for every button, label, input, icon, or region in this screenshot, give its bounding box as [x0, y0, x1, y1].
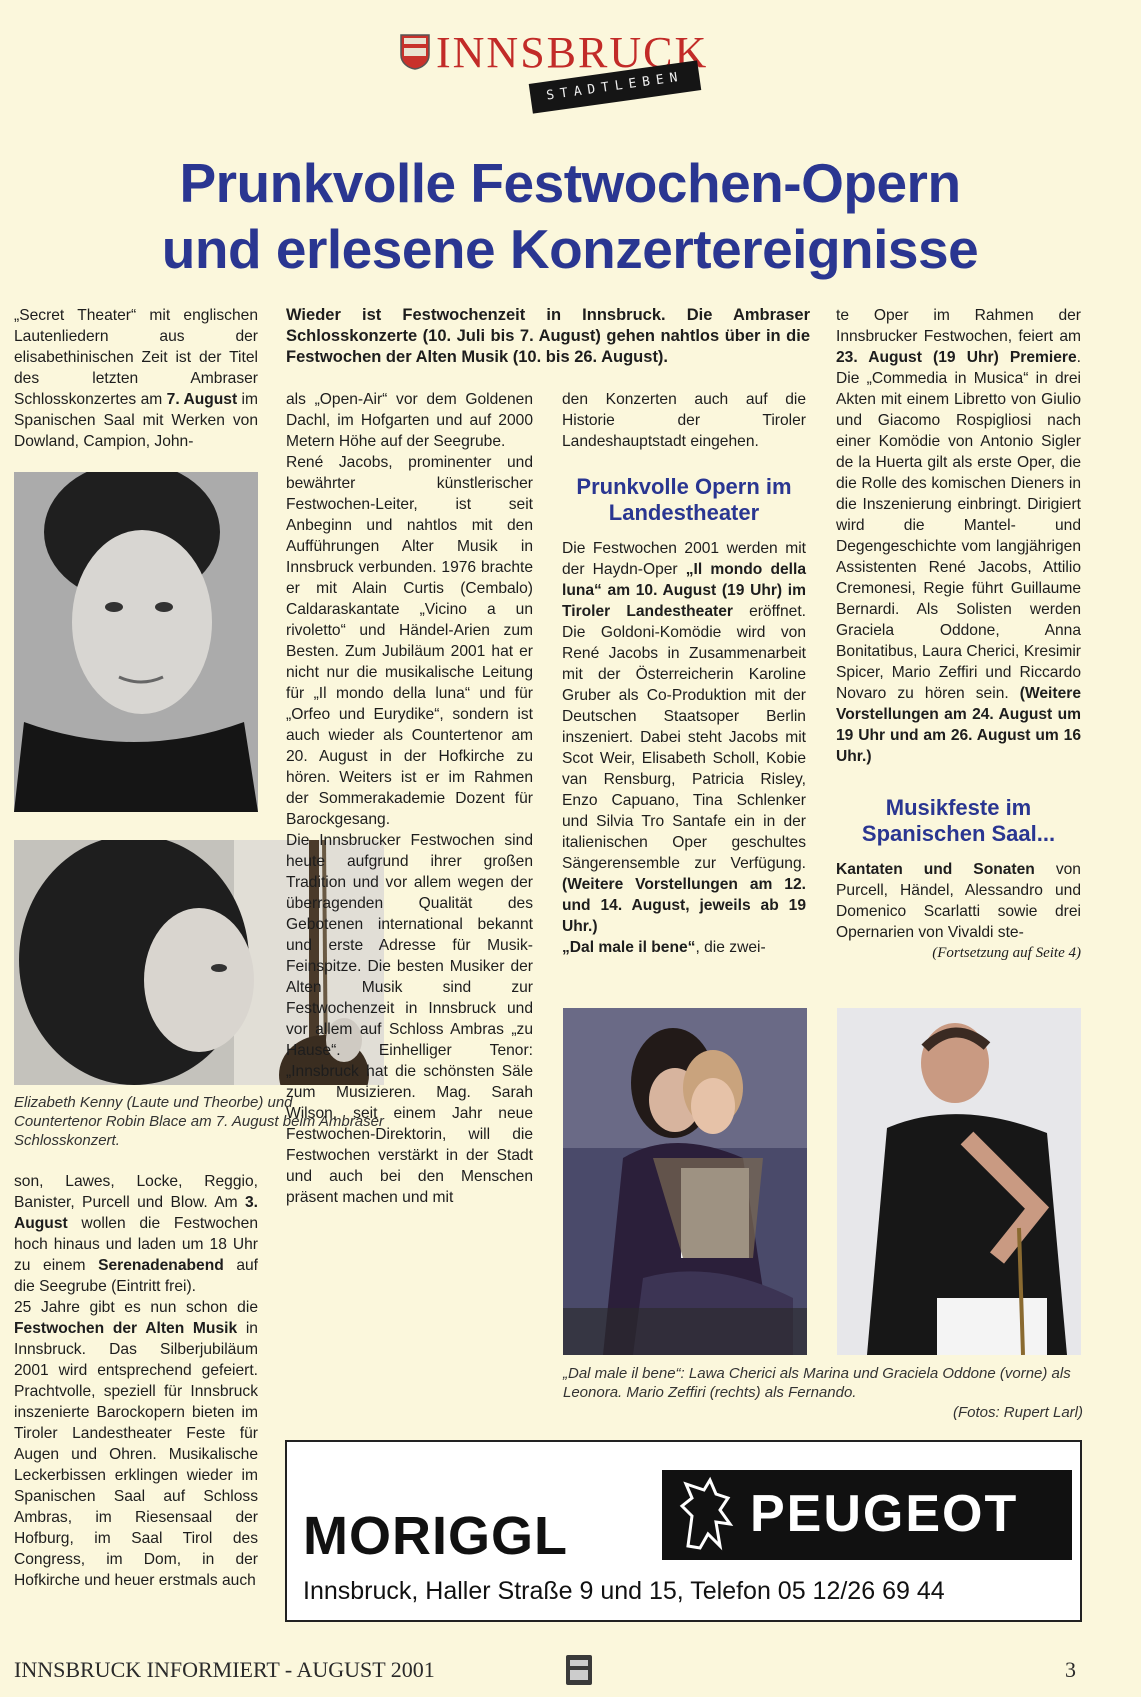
city-crest-icon: [400, 34, 430, 70]
lead-paragraph: Wieder ist Festwochenzeit in Innsbruck. Die Ambraser Schlosskonzerte (10. Juli bis 7. August) gehen nahtlos über in die Festwochen der Alten Musik (10. bis 26. August).: [286, 306, 810, 366]
ad-brand: PEUGEOT: [750, 1485, 1019, 1543]
peugeot-lion-icon: [670, 1476, 740, 1554]
footer-page-number: 3: [1065, 1657, 1076, 1682]
ad-address: Innsbruck, Haller Straße 9 und 15, Telefon 05 12/26 69 44: [303, 1577, 945, 1605]
headline: [30, 150, 1110, 282]
article-column-1-bottom: son, Lawes, Locke, Reggio, Banister, Purcell und Blow. Am 3. August wollen die Festwochen hoch hinaus und laden um 18 Uhr zu einem Serenadenabend auf die Seegrube (Eintritt frei). 25 Jahre gibt es nun schon die Festwochen der Alten Musik in Innsbruck. Das Silberjubiläum 2001 wird entsprechend gefeiert. Prachtvolle, speziell für Innsbruck inszenierte Barockopern bieten im Tiroler Landestheater Feste für Augen und Ohren. Musikalische Leckerbissen erklingen wieder im Spanischen Saal auf Schloss Ambras, im Riesensaal der Hofburg, im Saal Tirol des Congress, im Dom, in der Hofkirche und heuer erstmals auch: [14, 1173, 258, 1589]
masthead: [400, 26, 710, 106]
photo-countertenor-portrait: [14, 472, 258, 812]
masthead-tag: STADTLEBEN: [529, 60, 702, 113]
advertisement-moriggl-peugeot[interactable]: [285, 1440, 1082, 1622]
headline-line-1: Prunkvolle Festwochen-Opern: [179, 152, 961, 214]
photo-credit: (Fotos: Rupert Larl): [952, 1404, 1083, 1421]
photo-caption-right: „Dal male il bene“: Lawa Cherici als Marina und Graciela Oddone (vorne) als Leonora. Mario Zeffiri (rechts) als Fernando.: [563, 1365, 1071, 1401]
article-column-2: als „Open-Air“ vor dem Goldenen Dachl, im Hofgarten und auf 2000 Metern Höhe auf der Seegrube. René Jacobs, prominenter und bewährter künstlerischer Festwochen-Leiter, ist seit Anbeginn und nahtlos mit den Aufführungen Alter Musik in Innsbruck verbunden. 1976 brachte er mit Alain Curtis (Cembalo) Caldaraskantate „Vicino a un rivoletto“ und Händel-Arien zum Besten. Zum Jubiläum 2001 hat er nicht nur die musikalische Leitung für „Il mondo della luna“ und für „Orfeo und Eurydike“, sondern ist auch wieder als Countertenor am 20. August in der Hofkirche zu hören. Weiters ist er im Rahmen der Sommerakademie Dozent für Barockgesang. Die Innsbrucker Festwochen sind heute aufgrund ihrer großen Tradition und vor allem wegen der überragenden Qualität des Gebotenen international bekannt und erste Adresse für Musik-Feinspitze. Die besten Musiker der Alten Musik sind zur Festwochenzeit in Innsbruck und vor allem auf Schloss Ambras „zu Hause“. Einhelliger Tenor: „Innsbruck hat die schönsten Säle zum Musizieren. Mag. Sarah Wilson, seit einem Jahr neue Festwochen-Direktorin, will die Festwochen verstärkt in der Stadt und auch bei den Menschen präsent machen und mit: [286, 391, 533, 1206]
footer-logo-icon: [565, 1654, 593, 1686]
article-column-1-top: „Secret Theater“ mit englischen Lautenliedern aus der elisabethinischen Zeit ist der Titel des letzten Ambraser Schlosskonzertes am 7. August im Spanischen Saal mit Werken von Dowland, Campion, John-: [14, 307, 258, 450]
ad-dealer-name: MORIGGL: [303, 1506, 568, 1566]
article-column-4: te Oper im Rahmen der Innsbrucker Festwochen, feiert am 23. August (19 Uhr) Premiere. Die „Commedia in Musica“ in drei Akten mit einem Libretto von Giulio und Giacomo Rospigliosi nach einer Komödie von Antonio Sigler de la Huerta gilt als erste Oper, die die Rolle des komischen Dieners in die Inszenierung einbringt. Dirigiert wird die Mantel- und Degengeschichte vom langjährigen Assistenten René Jacobs, Attilio Cremonesi, Regie führt Guillaume Bernardi. Als Solisten werden Graciela Oddone, Anna Bonitatibus, Laura Cherici, Kresimir Spicer, Mario Zeffiri und Riccardo Novaro zu hören sein. (Weitere Vorstellungen am 24. August um 19 Uhr und am 26. August um 16 Uhr.) Musikfeste im Spanischen Saal... Kantaten und Sonaten von Purcell, Händel, Alessandro und Domenico Scarlatti sowie drei Opernarien von Vivaldi ste- (Fortsetzung auf Seite 4): [836, 305, 1081, 964]
ad-brand-box: [662, 1470, 1072, 1560]
masthead-city: INNSBRUCK: [436, 28, 709, 77]
photo-singer-fernando: [837, 1008, 1081, 1355]
photo-opera-scene: [563, 1008, 807, 1355]
article-column-3: den Konzerten auch auf die Historie der Tiroler Landeshauptstadt eingehen. Prunkvolle Opern im Landestheater Die Festwochen 2001 werden mit der Haydn-Oper „Il mondo della luna“ am 10. August (19 Uhr) im Tiroler Landestheater eröffnet. Die Goldoni-Komödie wird von René Jacobs in Zusammenarbeit mit der Österreicherin Karoline Gruber als Co-Produktion mit der Deutschen Staatsoper Berlin inszeniert. Dabei steht Jacobs mit Scot Weir, Elisabeth Scholl, Kobie van Rensburg, Patricia Risley, Enzo Capuano, Tina Schlenker und Silvia Tro Santafe ein in der italienischen Oper geschultes Sängerensemble zur Verfügung. (Weitere Vorstellungen am 12. und 14. August, jeweils ab 19 Uhr.) „Dal male il bene“, die zwei-: [562, 391, 806, 956]
subhead-landestheater: Prunkvolle Opern im Landestheater: [576, 474, 792, 525]
footer-publication-title: INNSBRUCK INFORMIERT - AUGUST 2001: [14, 1657, 435, 1682]
subhead-spanischer-saal: Musikfeste im Spanischen Saal...: [861, 795, 1056, 846]
headline-line-2: und erlesene Konzertereignisse: [161, 218, 979, 280]
photo-caption-left: Elizabeth Kenny (Laute und Theorbe) und Countertenor Robin Blace am 7. August beim Ambraser Schlosskonzert.: [14, 1094, 384, 1149]
continuation-note: (Fortsetzung auf Seite 4): [932, 945, 1081, 961]
